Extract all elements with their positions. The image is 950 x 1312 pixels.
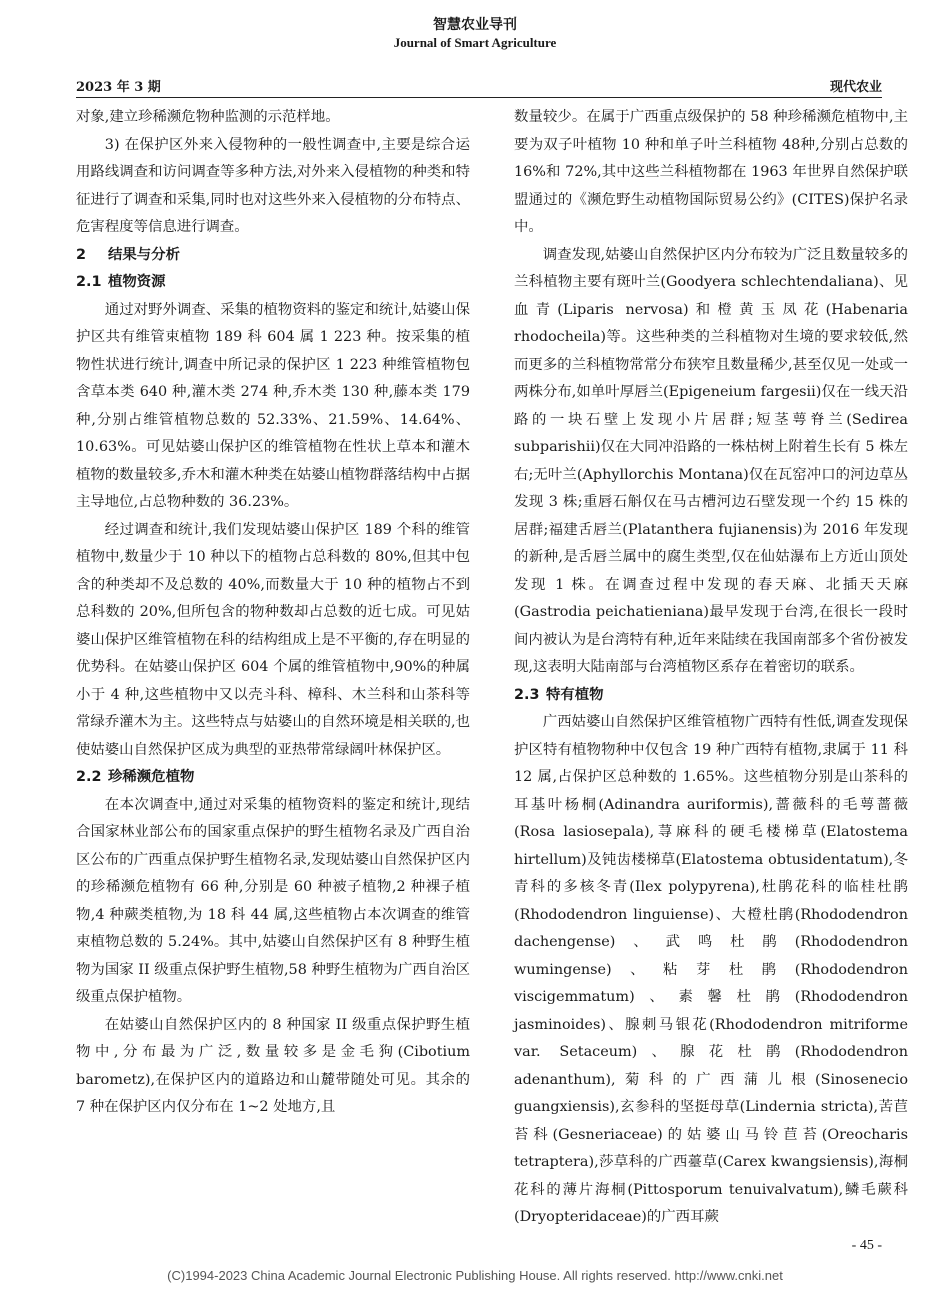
section-number: 2.3 [514, 686, 540, 703]
paragraph: 对象,建立珍稀濒危物种监测的示范样地。 [76, 109, 340, 125]
header-divider [76, 97, 882, 98]
section-number: 2.2 [76, 769, 102, 785]
section-heading [76, 242, 470, 270]
section-title: 珍稀濒危植物 [108, 769, 195, 785]
section-title: 植物资源 [108, 274, 166, 290]
copyright-footer: (C)1994-2023 China Academic Journal Electronic Publishing House. All rights reserved. http://www.cnki.net [167, 1268, 783, 1283]
section-number: 2 [76, 246, 87, 263]
journal-title-en: Journal of Smart Agriculture [393, 35, 557, 50]
paragraph: 通过对野外调查、采集的植物资料的鉴定和统计,姑婆山保护区共有维管束植物 189 科 604 属 1 223 种。按采集的植物性状进行统计,调查中所记录的保护区 1 223 种维管植物包含草本类 640 种,灌木类 274 种,乔木类 130 种,藤本类 179 种,分别占维管植物总数的 52.33%、21.59%、14.64%、10.63%。可见姑婆山保护区的维管植物在性状上草本和灌木植物的数量较多,乔木和灌木种类在姑婆山植物群落结构中占据主导地位,占总物种数的 36.23%。 [76, 301, 470, 510]
section-number: 2.1 [76, 274, 102, 290]
paragraph: 经过调查和统计,我们发现姑婆山保护区 189 个科的维管植物中,数量少于 10 种以下的植物占总科数的 80%,但其中包含的种类却不及总数的 40%,而数量大于 10 种的植物占不到总科数的 20%,但所包含的物种数却占总数的近七成。可见姑婆山保护区维管植物在科的结构组成上是不平衡的,存在明显的优势科。在姑婆山保护区 604 个属的维管植物中,90%的种属小于 4 种,这些植物中又以壳斗科、樟科、木兰科和山茶科等常绿乔灌木为主。这些特点与姑婆山的自然环境是相关联的,也使姑婆山自然保护区成为典型的亚热带常绿阔叶林保护区。 [76, 521, 470, 758]
paragraph: 调查发现,姑婆山自然保护区内分布较为广泛且数量较多的兰科植物主要有斑叶兰(Goodyera schlechtendaliana)、见血青(Liparis nervosa)和橙黄玉凤花(Habenaria rhodocheila)等。这些种类的兰科植物对生境的要求较低,然而更多的兰科植物常常分布狭窄且数量稀少,甚至仅见一处或一两株分布,如单叶厚唇兰(Epigeneium fargesii)仅在一线天沿路的一块石壁上发现小片居群;短茎萼脊兰(Sedirea subparishii)仅在大同冲沿路的一株枯树上附着生长有 5 株左右;无叶兰(Aphyllorchis Montana)仅在瓦窑冲口的河边草丛发现 3 株;重唇石斛仅在马古槽河边石壁发现一个约 15 株的居群;福建舌唇兰(Platanthera fujianensis)为 2016 年发现的新种,是舌唇兰属中的腐生类型,仅在仙姑瀑布上方近山顶处发现 1 株。在调查过程中发现的春天麻、北插天天麻(Gastrodia peichatieniana)最早发现于台湾,在很长一段时间内被认为是台湾特有种,近年来陆续在我国南部多个省份被发现,这表明大陆南部与台湾植物区系存在着密切的联系。 [514, 246, 908, 675]
page-number: - 45 - [851, 1238, 882, 1253]
section-title: 特有植物 [546, 686, 604, 703]
paragraph: 3) 在保护区外来入侵物种的一般性调查中,主要是综合运用路线调查和访问调查等多种方法,对外来入侵植物的种类和特征进行了调查和采集,同时也对这些外来入侵植物的分布特点、危害程度等信息进行调查。 [76, 136, 470, 235]
section-title: 结果与分析 [108, 246, 180, 263]
paragraph: 在姑婆山自然保护区内的 8 种国家 II 级重点保护野生植物中,分布最为广泛,数量较多是金毛狗(Cibotium barometz),在保护区内的道路边和山麓带随处可见。其余的 7 种在保护区内仅分布在 1~2 处地方,且 [76, 1016, 470, 1115]
subsection-heading [76, 764, 470, 792]
subsection-heading [514, 682, 908, 710]
paragraph: 广西姑婆山自然保护区维管植物广西特有性低,调查发现保护区特有植物物种中仅包含 19 种广西特有植物,隶属于 11 科 12 属,占保护区总种数的 1.65%。这些植物分别是山茶科的耳基叶杨桐(Adinandra auriformis),蔷薇科的毛萼蔷薇(Rosa lasiosepala),荨麻科的硬毛楼梯草(Elatostema hirtellum)及钝齿楼梯草(Elatostema obtusidentatum),冬青科的多核冬青(Ilex polypyrena),杜鹃花科的临桂杜鹃(Rhododendron linguiense)、大橙杜鹃(Rhododendron dachengense)、武鸣杜鹃(Rhododendron wumingense)、粘芽杜鹃(Rhododendron viscigemmatum)、素馨杜鹃(Rhododendron jasminoides)、腺刺马银花(Rhododendron mitriforme var. Setaceum)、腺花杜鹃(Rhododendron adenanthum),菊科的广西蒲儿根(Sinosenecio guangxiensis),玄参科的坚挺母草(Lindernia stricta),苦苣苔科(Gesneriaceae)的姑婆山马铃苣苔(Oreocharis tetraptera),莎草科的广西薹草(Carex kwangsiensis),海桐花科的薄片海桐(Pittosporum tenuivalvatum),鳞毛蕨科(Dryopteridaceae)的广西耳蕨 [514, 714, 908, 1225]
issue-label: 2023 年 3 期 [76, 80, 161, 95]
subsection-heading [76, 269, 470, 297]
running-header [0, 16, 950, 52]
paragraph: 数量较少。在属于广西重点级保护的 58 种珍稀濒危植物中,主要为双子叶植物 10 种和单子叶兰科植物 48种,分别占总数的 16%和 72%,其中这些兰科植物都在 1963 年世界自然保护联盟通过的《濒危野生动植物国际贸易公约》(CITES)保护名录中。 [514, 109, 908, 235]
paragraph: 在本次调查中,通过对采集的植物资料的鉴定和统计,现结合国家林业部公布的国家重点保护的野生植物名录及广西自治区公布的广西重点保护野生植物名录,发现姑婆山自然保护区内的珍稀濒危植物有 66 种,分别是 60 种被子植物,2 种裸子植物,4 种蕨类植物,为 18 科 44 属,这些植物占本次调查的维管束植物总数的 5.24%。其中,姑婆山自然保护区有 8 种野生植物为国家 II 级重点保护野生植物,58 种野生植物为广西自治区级重点保护植物。 [76, 796, 470, 1005]
section-label: 现代农业 [829, 80, 882, 95]
right-column [514, 104, 908, 1232]
left-column [76, 104, 470, 1122]
journal-title-cn: 智慧农业导刊 [433, 17, 517, 33]
